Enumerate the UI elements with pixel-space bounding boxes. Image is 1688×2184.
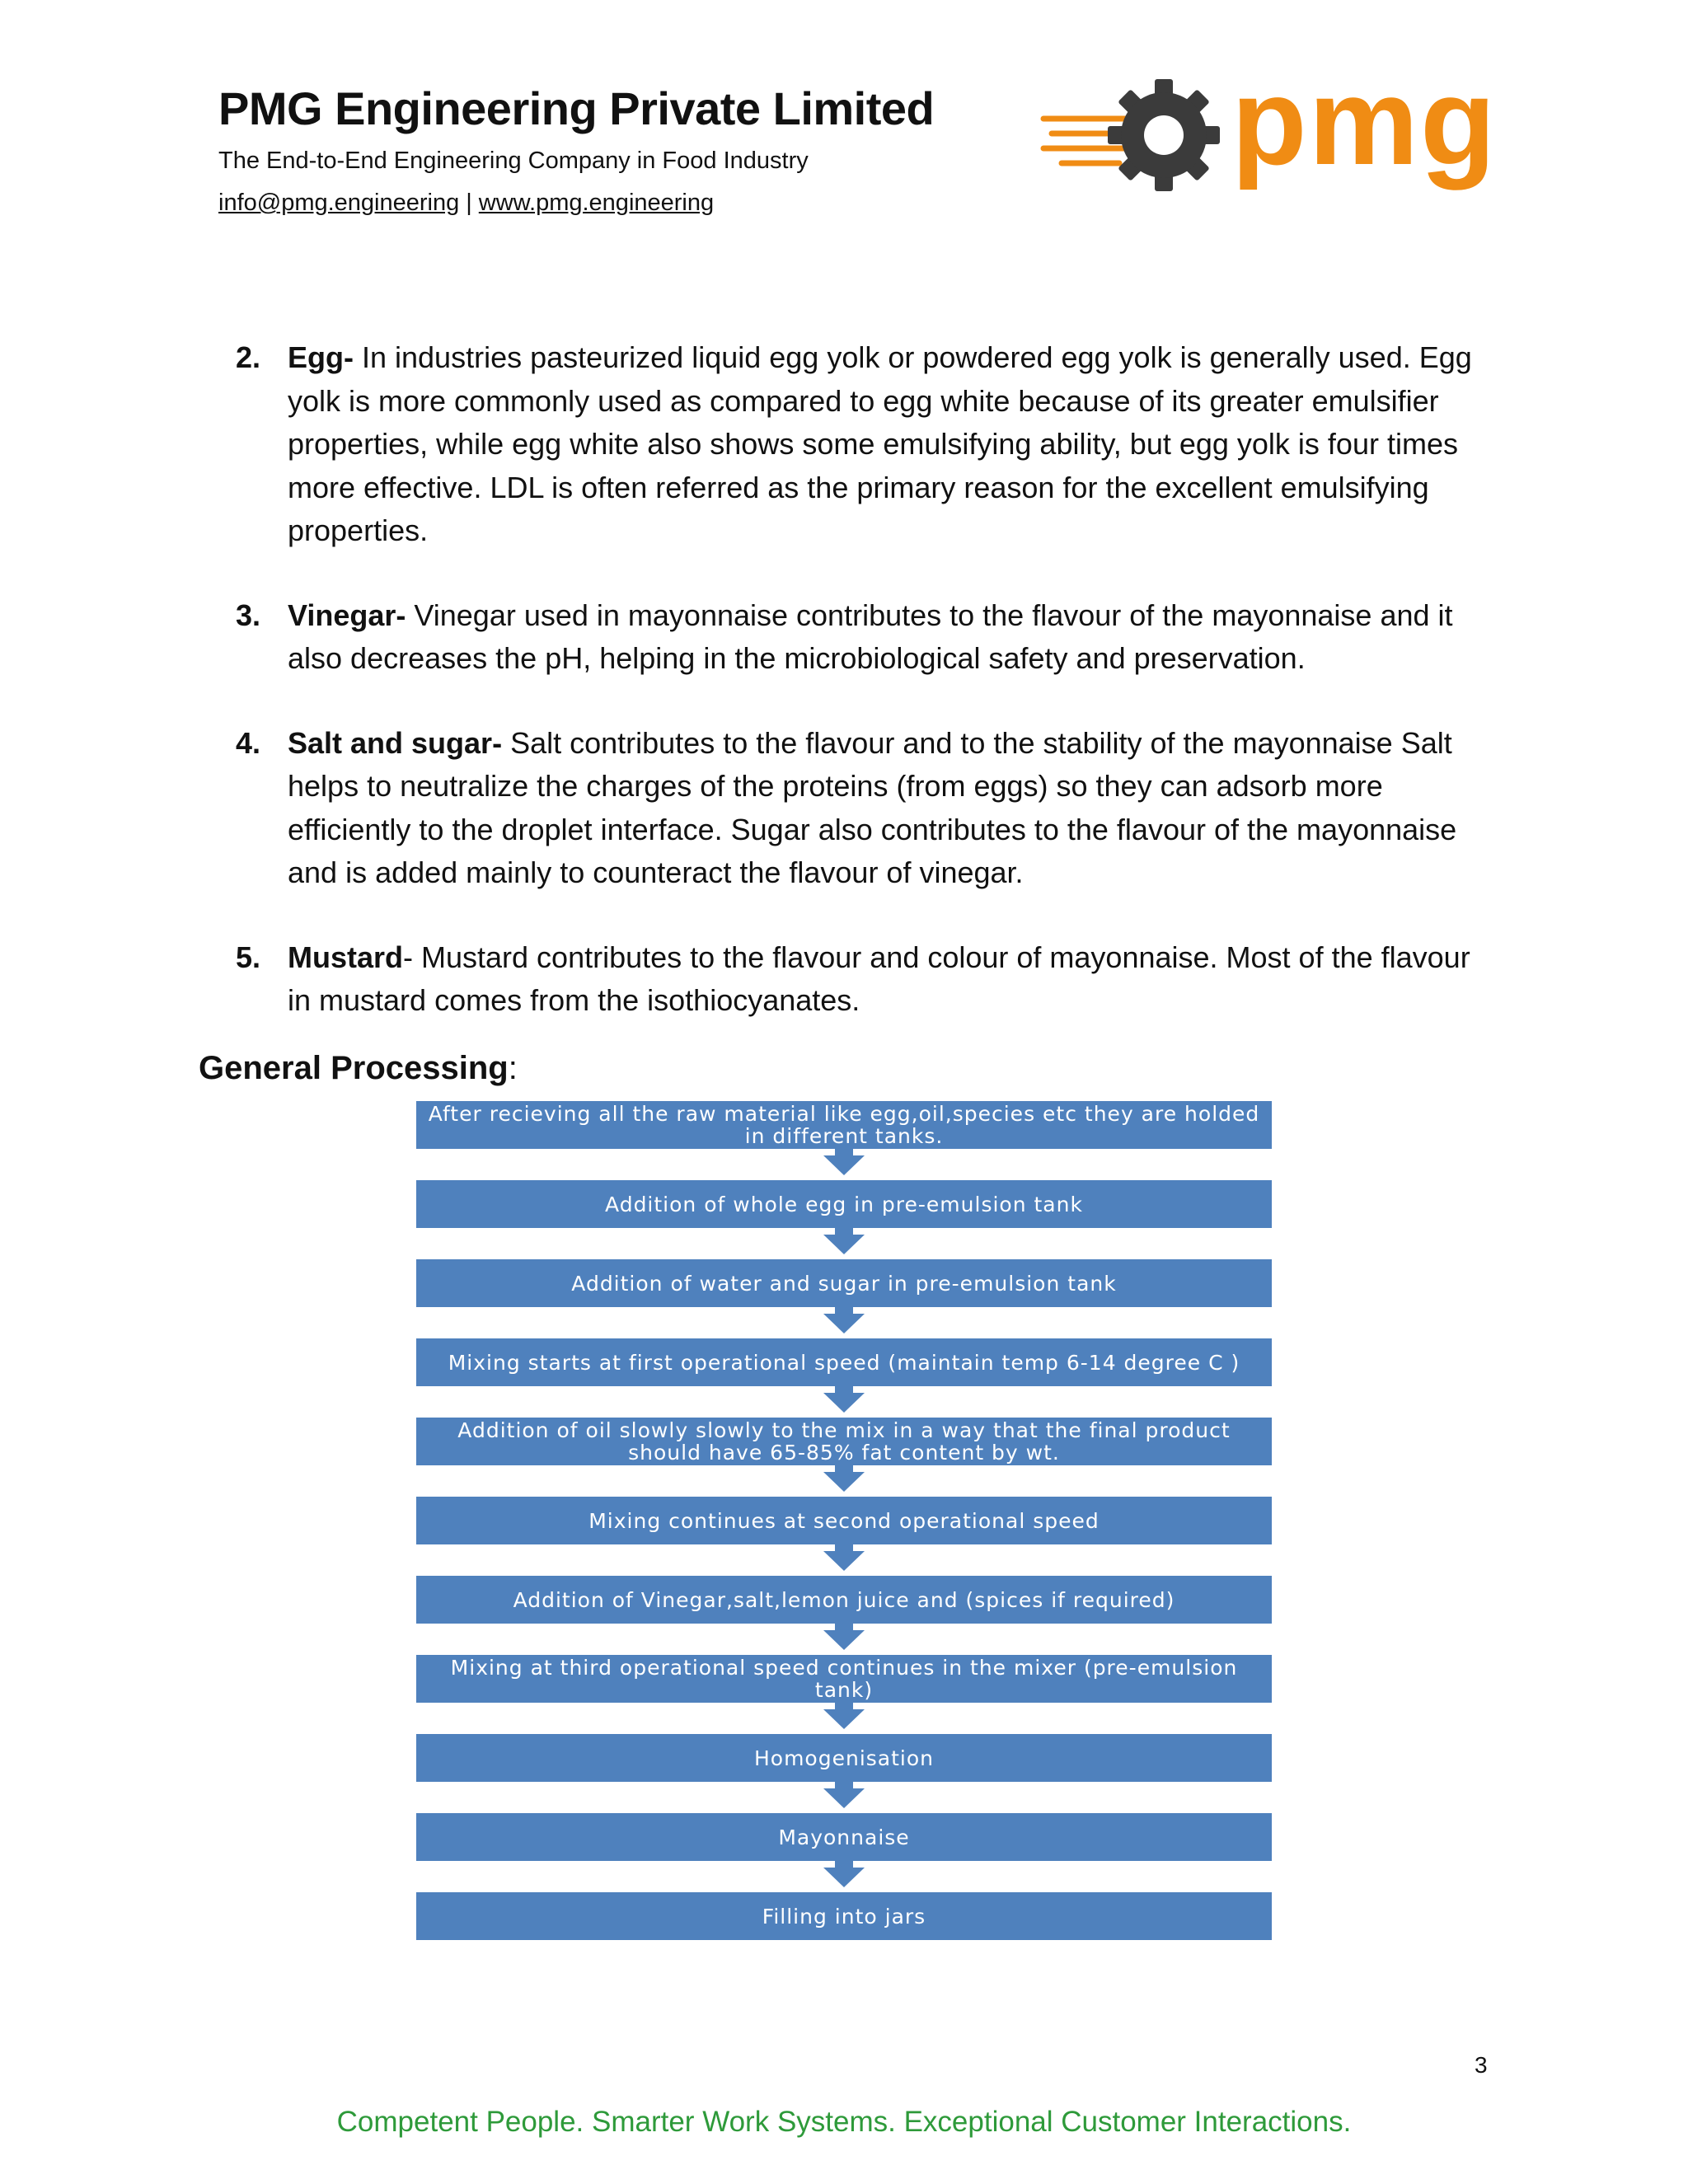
flow-arrow-stem: [835, 1149, 853, 1155]
flow-step: Mixing continues at second operational speed: [416, 1497, 1272, 1544]
down-arrow-icon: [823, 1235, 865, 1254]
flow-arrow-stem: [835, 1307, 853, 1314]
letterhead: [218, 81, 934, 217]
down-arrow-icon: [823, 1788, 865, 1808]
item-number: 3.: [236, 598, 261, 632]
list-item: [236, 936, 1493, 1023]
section-title: General Processing: [199, 1050, 509, 1086]
item-number: 4.: [236, 725, 261, 760]
flow-step: After recieving all the raw material like egg,oil,species etc they are holded in different tanks.: [416, 1101, 1272, 1149]
item-number: 2.: [236, 340, 261, 374]
item-text: - Mustard contributes to the flavour and colour of mayonnaise. Most of the flavour in mustard comes from the isothiocyanates.: [288, 940, 1470, 1017]
item-text: In industries pasteurized liquid egg yolk or powdered egg yolk is generally used. Egg yolk is more commonly used as compared to egg white because of its greater emulsifier properties, while egg white also shows some emulsifying ability, but egg yolk is four times more effective. LDL is often referred as the primary reason for the excellent emulsifying properties.: [288, 340, 1472, 547]
down-arrow-icon: [823, 1314, 865, 1333]
gear-icon: [1040, 69, 1230, 201]
website-link[interactable]: www.pmg.engineering: [478, 190, 715, 217]
flow-arrow-stem: [835, 1544, 853, 1551]
flow-step: Filling into jars: [416, 1892, 1272, 1940]
company-tagline: The End-to-End Engineering Company in Food Industry: [218, 148, 809, 175]
section-heading: [199, 1050, 518, 1087]
flow-arrow-stem: [835, 1624, 853, 1630]
flow-step: Addition of Vinegar,salt,lemon juice and (spices if required): [416, 1576, 1272, 1624]
flow-arrow-stem: [835, 1228, 853, 1235]
flow-arrow-stem: [835, 1465, 853, 1472]
flow-step: Homogenisation: [416, 1734, 1272, 1782]
flow-arrow-stem: [835, 1861, 853, 1868]
item-text: Vinegar used in mayonnaise contributes to the flavour of the mayonnaise and it also decreases the pH, helping in the microbiological safety and preservation.: [288, 598, 1453, 675]
company-name: PMG Engineering Private Limited: [218, 82, 935, 134]
down-arrow-icon: [823, 1393, 865, 1413]
down-arrow-icon: [823, 1472, 865, 1492]
flow-step: Mixing starts at first operational speed (maintain temp 6-14 degree C ): [416, 1338, 1272, 1386]
flow-step: Addition of water and sugar in pre-emulsion tank: [416, 1259, 1272, 1307]
item-term: Salt and sugar-: [288, 725, 503, 760]
ingredient-list: [236, 336, 1493, 1064]
flow-step: Mixing at third operational speed continues in the mixer (pre-emulsion tank): [416, 1655, 1272, 1703]
item-term: Egg-: [288, 340, 354, 374]
list-item: [236, 594, 1493, 681]
item-number: 5.: [236, 940, 261, 974]
flow-step: Addition of oil slowly slowly to the mix in a way that the final product should have 65-85% fat content by wt.: [416, 1418, 1272, 1465]
down-arrow-icon: [823, 1630, 865, 1650]
logo-wordmark: pmg: [1231, 52, 1498, 190]
flow-arrow-stem: [835, 1703, 853, 1709]
item-text: Salt contributes to the flavour and to the stability of the mayonnaise Salt helps to neutralize the charges of the proteins (from eggs) so they can adsorb more efficiently to the droplet interface. Sugar also contributes to the flavour of the mayonnaise and is added mainly to counteract the flavour of vinegar.: [288, 725, 1457, 889]
flow-step: Mayonnaise: [416, 1813, 1272, 1861]
down-arrow-icon: [823, 1709, 865, 1729]
down-arrow-icon: [823, 1551, 865, 1571]
flow-arrow-stem: [835, 1386, 853, 1393]
item-term: Vinegar-: [288, 598, 406, 632]
email-link[interactable]: info@pmg.engineering: [218, 190, 460, 217]
item-term: Mustard: [288, 940, 404, 974]
list-item: [236, 722, 1493, 895]
contact-line: [218, 190, 934, 217]
contact-separator: |: [466, 190, 472, 217]
page-number: 3: [1475, 2052, 1488, 2078]
section-suffix: :: [508, 1050, 518, 1086]
down-arrow-icon: [823, 1155, 865, 1175]
down-arrow-icon: [823, 1868, 865, 1887]
pmg-logo: [1040, 52, 1498, 201]
list-item: [236, 336, 1493, 553]
footer-slogan: Competent People. Smarter Work Systems. Exceptional Customer Interactions.: [336, 2106, 1352, 2138]
flow-step: Addition of whole egg in pre-emulsion tank: [416, 1180, 1272, 1228]
flow-arrow-stem: [835, 1782, 853, 1788]
